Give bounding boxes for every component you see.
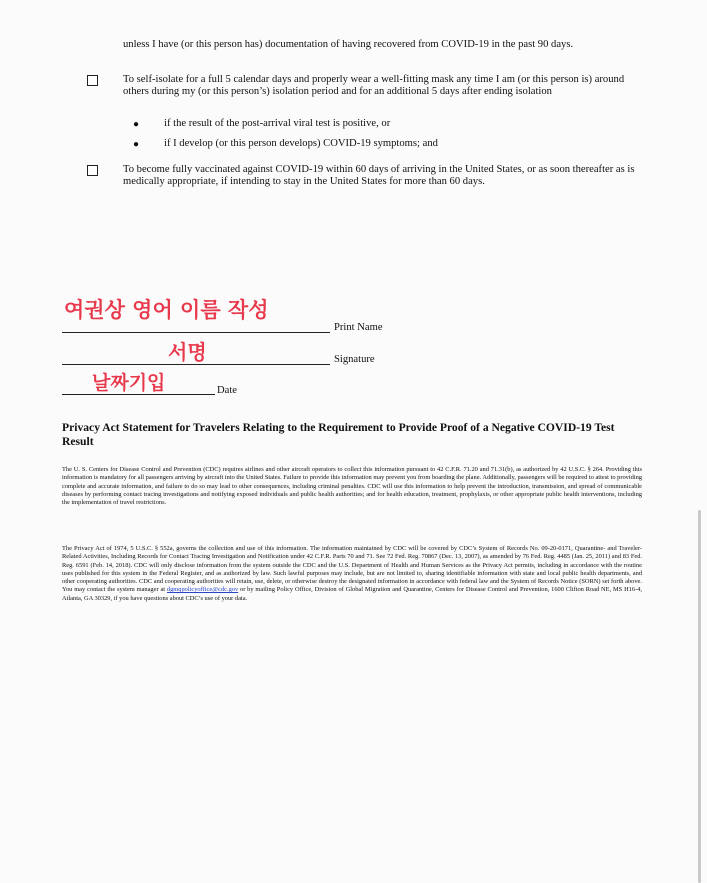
date-line[interactable] [62, 394, 215, 395]
privacy-paragraph-2-start: The Privacy Act of 1974, 5 U.S.C. § 552a, governs the collection and use of this information. The information maintained by CDC will be covered by CDC’s System of Records No. 09-20-0171, Quarantine- and Traveler-Related Activities, Including Records for Contact Tracing Investigation and Notification under 42 C.F.R. Parts 70 and 71. See 72 Fed. Reg. 70867 (Dec. 13, 2007), as amended by 76 Fed. Reg. 4485 (Jan. 25, 2011) and 83 Fed. Reg. 6591 (Feb. 14, 2018). CDC will only disclose information from the system outside the CDC and the U.S. Department of Health and Human Services as the Privacy Act permits, including in accordance with the routine uses published for this system in the Federal Register, and as authorized by law. Such lawful purposes may include, but are not limited to, sharing identifiable information with state and local public health departments, and other cooperating authorities. CDC and cooperating authorities will retain, use, delete, or otherwise destroy the designated information in accordance with federal law and the System of Records Notice (SORN) set forth above. You may contact the system manager at [62, 545, 642, 594]
bullet-icon: ● [133, 139, 140, 150]
privacy-paragraph-2 [62, 545, 642, 603]
signature-line[interactable] [62, 364, 330, 365]
vaccinate-text: To become fully vaccinated against COVID-19 within 60 days of arriving in the United States, or as soon thereafter as is medically appropriate, if intending to stay in the United States for more than 60 days. [123, 164, 635, 188]
vaccinate-checkbox[interactable] [87, 165, 98, 176]
privacy-heading: Privacy Act Statement for Travelers Relating to the Requirement to Provide Proof of a Negative COVID-19 Test Result [62, 421, 615, 448]
date-label: Date [217, 385, 237, 396]
print-name-annotation: 여권상 영어 이름 작성 [64, 298, 269, 322]
bullet-icon: ● [133, 119, 140, 130]
print-name-label: Print Name [334, 322, 383, 333]
continued-paragraph: unless I have (or this person has) documentation of having recovered from COVID-19 in the past 90 days. [123, 39, 574, 50]
print-name-line[interactable] [62, 332, 330, 333]
bullet-text-1: if the result of the post-arrival viral test is positive, or [164, 118, 391, 129]
bullet-text-2: if I develop (or this person develops) COVID-19 symptoms; and [164, 138, 438, 149]
signature-annotation: 서명 [168, 340, 207, 364]
scrollbar-thumb[interactable] [698, 510, 701, 883]
signature-label: Signature [334, 354, 375, 365]
isolate-checkbox[interactable] [87, 75, 98, 86]
isolate-text: To self-isolate for a full 5 calendar days and properly wear a well-fitting mask any time I am (or this person is) around others during my (or this person’s) isolation period and for an additional 5 days after ending isolation [123, 74, 625, 98]
email-link[interactable]: dgmqpolicyoffice@cdc.gov [166, 586, 239, 594]
date-annotation: 날짜기입 [92, 372, 166, 394]
privacy-paragraph-2-end: or by mailing Policy Office, Division of Global Migration and Quarantine, Centers for Disease Control and Prevention, 1600 Clifton Road NE, MS H16-4, Atlanta, GA 30329, if you have questions about CDC’s use of your data. [62, 586, 642, 602]
privacy-paragraph-1: The U. S. Centers for Disease Control and Prevention (CDC) requires airlines and other aircraft operators to collect this information pursuant to 42 C.F.R. 71.20 and 71.31(b), as authorized by 42 U.S.C. § 264. Providing this information is mandatory for all passengers arriving by aircraft into the United States. Failure to provide this information may prevent you from boarding the plane. Additionally, passengers will be required to attest to providing complete and accurate information, and failure to do so may lead to other consequences, including criminal penalties. CDC will use this information to help prevent the introduction, transmission, and spread of communicable diseases by performing contact tracing investigations and notifying exposed individuals and public health authorities; and for health education, treatment, prophylaxis, or other appropriate public health interventions, including the implementation of travel restrictions. [62, 466, 642, 507]
